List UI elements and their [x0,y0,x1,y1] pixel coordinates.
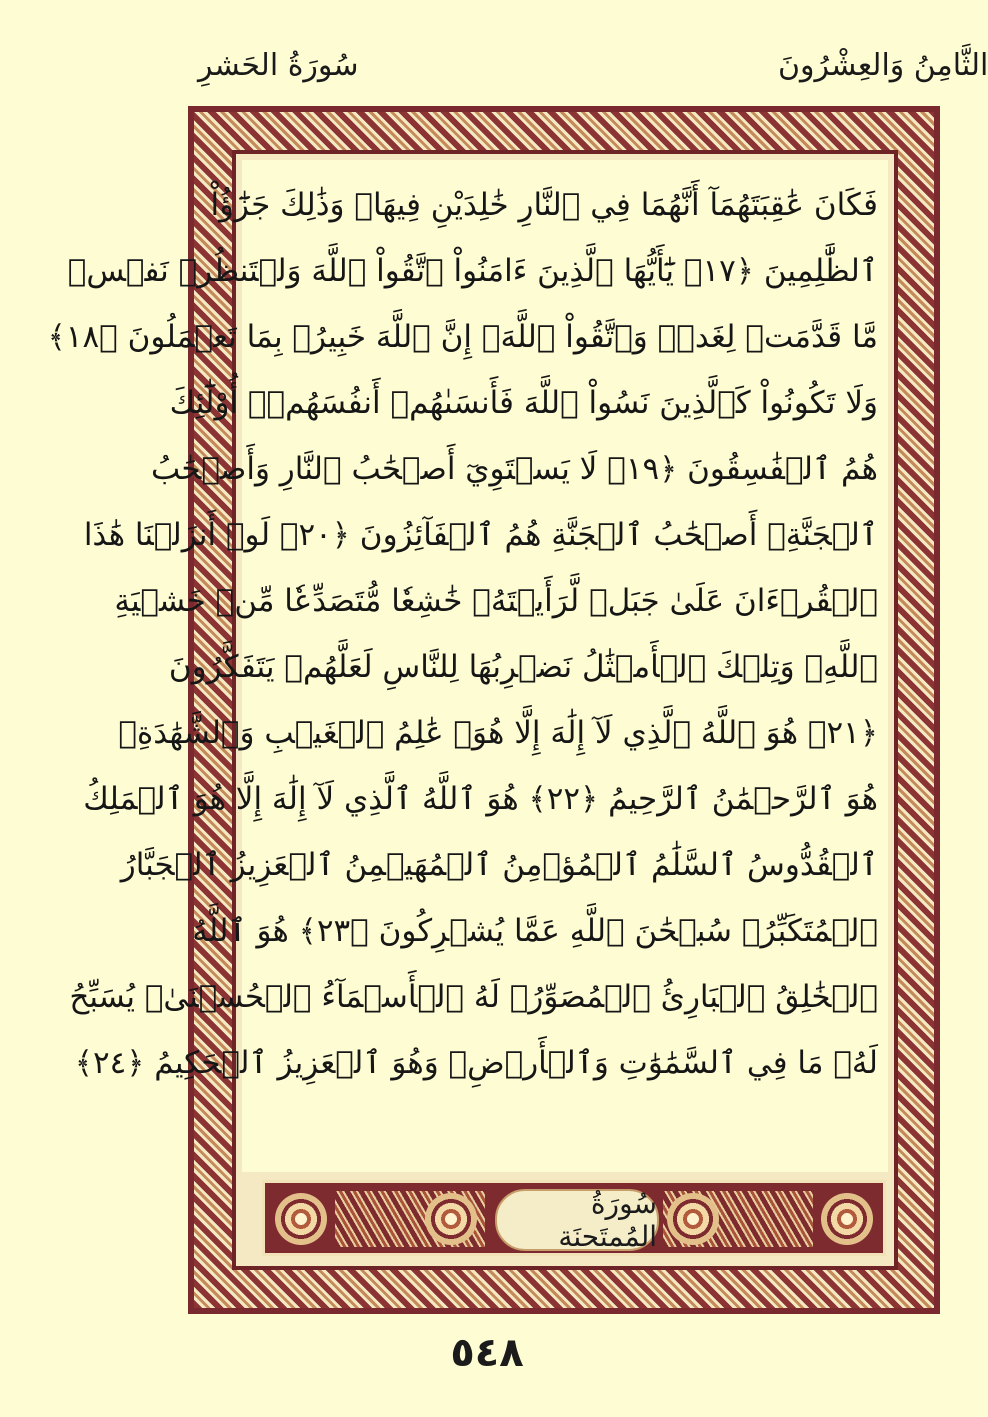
verse-line: وَلَا تَكُونُواْ كَٱلَّذِينَ نَسُواْ ٱللَّهَ فَأَنسَىٰهُمۡ أَنفُسَهُمۡۚ أُوْلَٰٓئِكَ [169,385,878,421]
verse-text-block [47,172,878,1096]
verse-line: ٱللَّهِۚ وَتِلۡكَ ٱلۡأَمۡثَٰلُ نَضۡرِبُهَا لِلنَّاسِ لَعَلَّهُمۡ يَتَفَكَّرُونَ [168,649,878,685]
verse-line: هُوَ ٱلرَّحۡمَٰنُ ٱلرَّحِيمُ ﴿٢٢﴾ هُوَ ٱللَّهُ ٱلَّذِي لَآ إِلَٰهَ إِلَّا هُوَ ٱلۡمَلِكُ [83,781,878,817]
verse-line: ٱلۡمُتَكَبِّرُۚ سُبۡحَٰنَ ٱللَّهِ عَمَّا يُشۡرِكُونَ ﴿٢٣﴾ هُوَ ٱللَّهُ [192,913,878,949]
verse-line: ٱلۡقُرۡءَانَ عَلَىٰ جَبَلٖ لَّرَأَيۡتَهُۥ خَٰشِعٗا مُّتَصَدِّعٗا مِّنۡ خَشۡيَةِ [114,583,878,619]
verse-line: ٱلظَّٰلِمِينَ ﴿١٧﴾ يَٰٓأَيُّهَا ٱلَّذِينَ ءَامَنُواْ ٱتَّقُواْ ٱللَّهَ وَلۡتَنظُرۡ نَفۡسٞ [67,253,878,289]
verse-line: مَّا قَدَّمَتۡ لِغَدٖۖ وَٱتَّقُواْ ٱللَّهَۚ إِنَّ ٱللَّهَ خَبِيرُۢ بِمَا تَعۡمَلُونَ ﴿١٨﴾ [47,319,878,355]
surah-name-header: سُورَةُ الحَشرِ [198,48,359,83]
rosette-icon [821,1193,873,1245]
verse-line: ﴿٢١﴾ هُوَ ٱللَّهُ ٱلَّذِي لَآ إِلَٰهَ إِلَّا هُوَۖ عَٰلِمُ ٱلۡغَيۡبِ وَٱلشَّهَٰدَةِۖ [118,715,878,751]
verse-line: ٱلۡقُدُّوسُ ٱلسَّلَٰمُ ٱلۡمُؤۡمِنُ ٱلۡمُهَيۡمِنُ ٱلۡعَزِيزُ ٱلۡجَبَّارُ [120,847,878,883]
rosette-icon [667,1193,719,1245]
juz-name-header: الثَّامِنُ وَالعِشْرُونَ [778,48,988,83]
next-surah-title: سُورَةُ المُمتَحنَة [495,1189,659,1251]
verse-line: هُمُ ٱلۡفَٰسِقُونَ ﴿١٩﴾ لَا يَسۡتَوِيٓ أَصۡحَٰبُ ٱلنَّارِ وَأَصۡحَٰبُ [150,451,878,487]
page-number: ٥٤٨ [450,1330,524,1376]
rosette-icon [275,1193,327,1245]
rosette-icon [425,1193,477,1245]
verse-line: ٱلۡجَنَّةِۚ أَصۡحَٰبُ ٱلۡجَنَّةِ هُمُ ٱلۡفَآئِزُونَ ﴿٢٠﴾ لَوۡ أَنزَلۡنَا هَٰذَا [83,517,878,553]
verse-line: ٱلۡخَٰلِقُ ٱلۡبَارِئُ ٱلۡمُصَوِّرُۖ لَهُ ٱلۡأَسۡمَآءُ ٱلۡحُسۡنَىٰۚ يُسَبِّحُ [69,979,878,1015]
next-surah-banner [262,1180,886,1256]
verse-line: فَكَانَ عَٰقِبَتَهُمَآ أَنَّهُمَا فِي ٱلنَّارِ خَٰلِدَيْنِ فِيهَاۚ وَذَٰلِكَ جَزَٰٓؤُاْ [210,187,878,223]
verse-line: لَهُۥ مَا فِي ٱلسَّمَٰوَٰتِ وَٱلۡأَرۡضِۖ وَهُوَ ٱلۡعَزِيزُ ٱلۡحَكِيمُ ﴿٢٤﴾ [74,1045,878,1081]
